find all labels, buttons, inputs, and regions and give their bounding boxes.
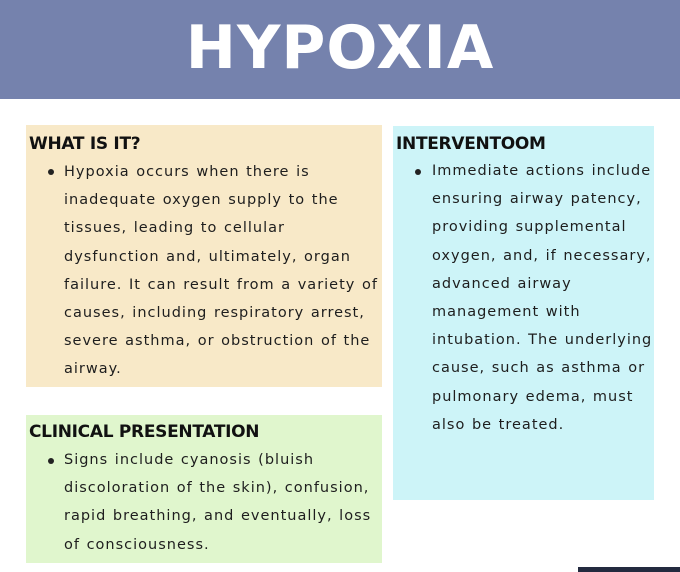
bullet-dot-icon — [48, 169, 54, 175]
intervention-text: Immediate actions include ensuring airway patency, providing supplemental oxygen, and, if necessary, advanced airway management with intubation. The underlying cause, such as asthma or pulmonary edema, must also be treated. — [432, 163, 653, 433]
what-is-it-card — [26, 125, 382, 387]
clinical-presentation-heading: CLINICAL PRESENTATION — [29, 422, 260, 442]
bullet-dot-icon — [415, 169, 421, 175]
intervention-heading: INTERVENTOOM — [396, 134, 546, 154]
clinical-presentation-card — [26, 415, 382, 563]
what-is-it-text: Hypoxia occurs when there is inadequate oxygen supply to the tissues, leading to cellular dysfunction and, ultimately, organ failure. It can result from a variety of causes, including respiratory arrest, severe asthma, or obstruction of the airway. — [64, 164, 378, 378]
what-is-it-heading: WHAT IS IT? — [29, 134, 141, 154]
title-banner — [0, 0, 680, 99]
clinical-presentation-text: Signs include cyanosis (bluish discoloration of the skin), confusion, rapid breathing, and eventually, loss of consciousness. — [64, 452, 372, 553]
intervention-card — [393, 126, 654, 500]
corner-bar — [578, 567, 680, 572]
page-title: HYPOXIA — [185, 13, 495, 83]
bullet-dot-icon — [48, 458, 54, 464]
